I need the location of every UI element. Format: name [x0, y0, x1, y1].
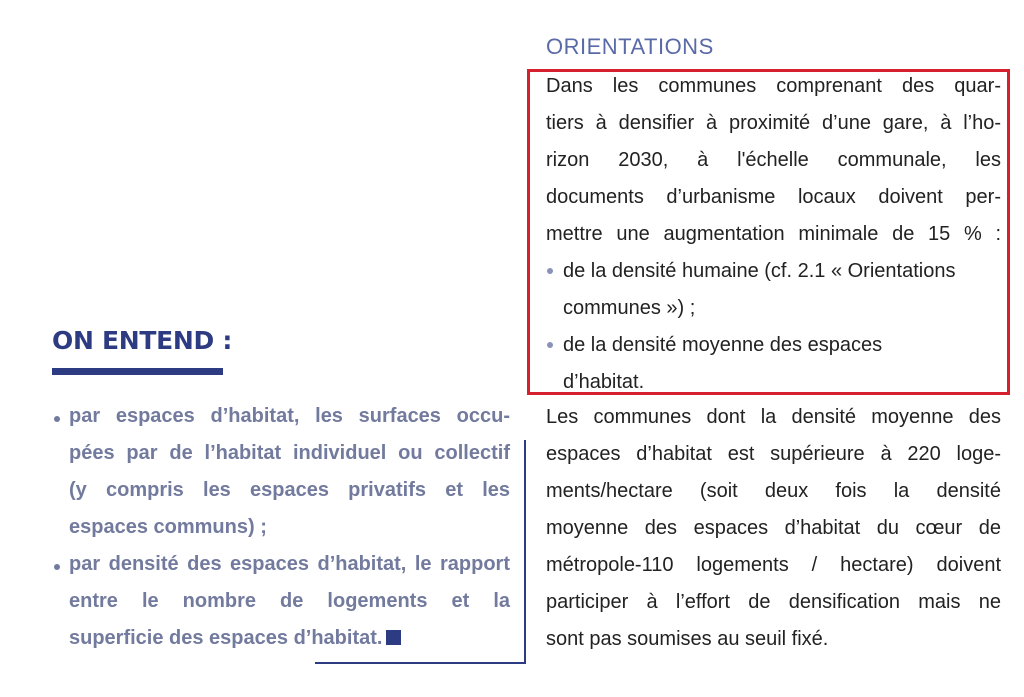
paragraph-line: espaces d’habitat est supérieure à 220 loge- [546, 443, 1001, 465]
frame-horizontal-rule [315, 662, 526, 664]
bullet-icon [54, 564, 60, 570]
bullet-icon [547, 268, 553, 274]
orientation-line: mettre une augmentation minimale de 15 % : [546, 223, 1001, 245]
paragraph-line: métropole-110 logements / hectare) doivent [546, 554, 1001, 576]
bullet-icon [54, 416, 60, 422]
orientation-bullet-line: de la densité humaine (cf. 2.1 « Orientations [563, 260, 956, 282]
orientation-line: rizon 2030, à l'échelle communale, les [546, 149, 1001, 171]
orientation-line: Dans les communes comprenant des quar- [546, 75, 1001, 97]
frame-vertical-rule [524, 440, 526, 664]
section-title: ORIENTATIONS [546, 34, 714, 59]
orientation-line: documents d’urbanisme locaux doivent per- [546, 186, 1001, 208]
definition-line: (y compris les espaces privatifs et les [69, 479, 510, 501]
definition-line: par densité des espaces d’habitat, le rapport [69, 553, 510, 575]
side-heading: ON ENTEND : [52, 326, 233, 355]
bullet-icon [547, 342, 553, 348]
orientation-bullet-line: de la densité moyenne des espaces [563, 334, 883, 356]
paragraph-line: ments/hectare (soit deux fois la densité [546, 480, 1001, 502]
paragraph-line: moyenne des espaces d’habitat du cœur de [546, 517, 1001, 539]
orientation-line: tiers à densifier à proximité d’une gare, à l’ho- [546, 112, 1001, 134]
heading-underline [52, 368, 223, 375]
definition-line-text: superficie des espaces d’habitat. [69, 627, 383, 649]
definition-line: pées par de l’habitat individuel ou collectif [69, 442, 510, 464]
definition-line: espaces communs) ; [69, 516, 267, 538]
paragraph-line: participer à l’effort de densification mais ne [546, 591, 1001, 613]
orientation-bullet-line: communes ») ; [563, 297, 696, 319]
paragraph-line: sont pas soumises au seuil fixé. [546, 628, 829, 650]
paragraph-line: Les communes dont la densité moyenne des [546, 406, 1001, 428]
definition-line: par espaces d’habitat, les surfaces occu- [69, 405, 510, 427]
orientation-bullet-line: d’habitat. [563, 371, 645, 393]
end-square-icon [386, 630, 401, 645]
definition-line: entre le nombre de logements et la [69, 590, 510, 612]
definition-line-last [69, 626, 510, 650]
